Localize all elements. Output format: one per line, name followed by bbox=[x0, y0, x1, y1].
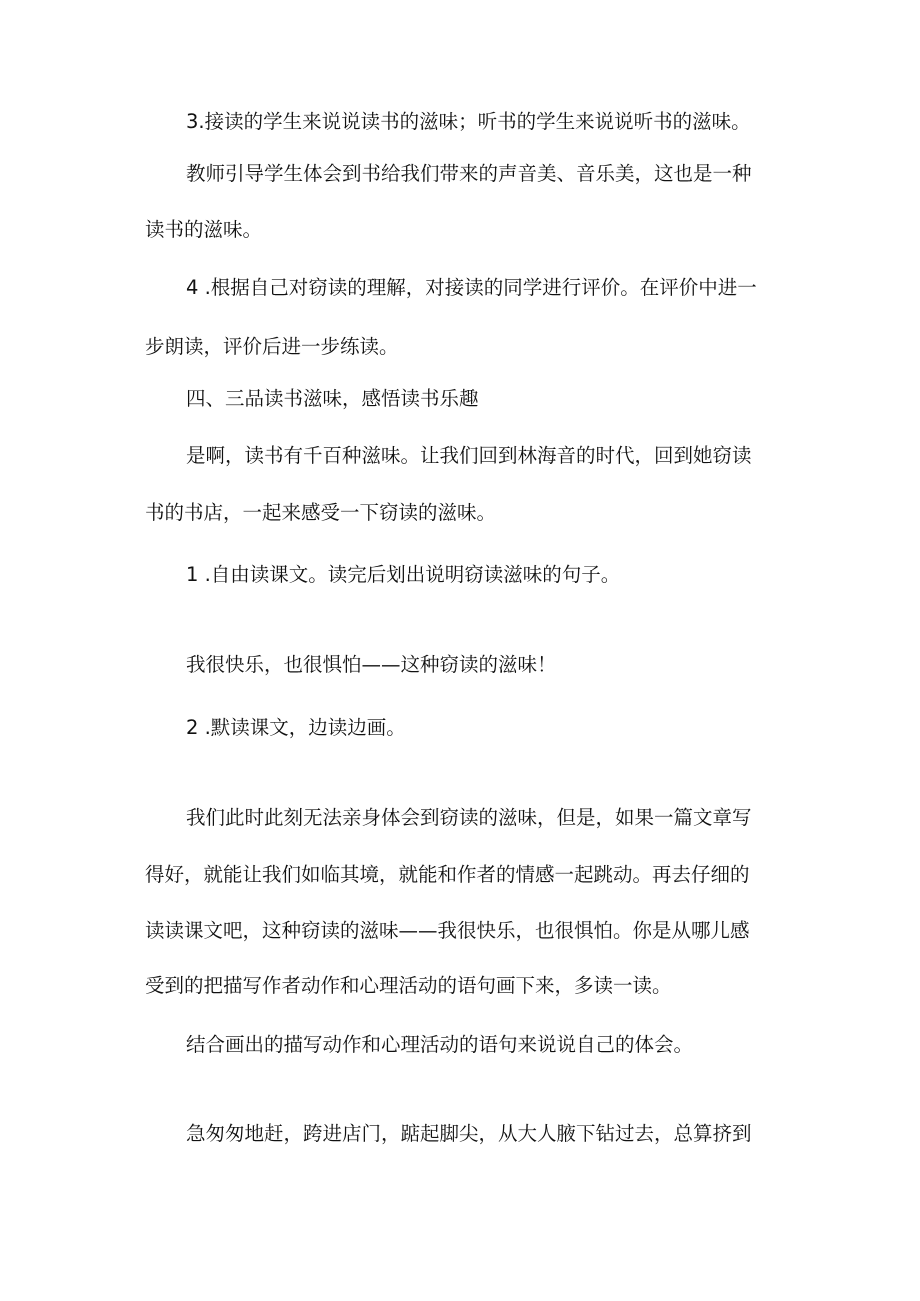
line-intro: 是啊，读书有千百种滋味。让我们回到林海音的时代，回到她窃读 bbox=[186, 444, 752, 467]
line-excerpt: 急匆匆地赶，跨进店门，踮起脚尖，从大人腋下钻过去，总算挤到 bbox=[186, 1122, 752, 1145]
line-paragraph-1: 我们此时此刻无法亲身体会到窃读的滋味，但是，如果一篇文章写 bbox=[186, 806, 752, 829]
line-paragraph-3: 读读课文吧，这种窃读的滋味——我很快乐，也很惧怕。你是从哪儿感 bbox=[145, 919, 750, 942]
line-paragraph-4: 受到的把描写作者动作和心理活动的语句画下来，多读一读。 bbox=[145, 974, 672, 997]
line-step-1: 1 .自由读课文。读完后划出说明窃读滋味的句子。 bbox=[186, 563, 621, 586]
line-step-4-cont: 步朗读，评价后进一步练读。 bbox=[145, 335, 399, 358]
line-combine: 结合画出的描写动作和心理活动的语句来说说自己的体会。 bbox=[186, 1033, 694, 1056]
line-step-4: 4 .根据自己对窃读的理解，对接读的同学进行评价。在评价中进一 bbox=[186, 276, 757, 299]
line-step-2: 2 .默读课文，边读边画。 bbox=[186, 716, 406, 739]
line-teacher-guide-cont: 读书的滋味。 bbox=[145, 218, 263, 241]
line-paragraph-2: 得好，就能让我们如临其境，就能和作者的情感一起跳动。再去仔细的 bbox=[145, 863, 750, 886]
line-teacher-guide: 教师引导学生体会到书给我们带来的声音美、音乐美，这也是一种 bbox=[186, 162, 752, 185]
line-step-3: 3.接读的学生来说说读书的滋味；听书的学生来说说听书的滋味。 bbox=[186, 110, 751, 133]
line-intro-cont: 书的书店，一起来感受一下窃读的滋味。 bbox=[145, 501, 497, 524]
section-heading: 四、三品读书滋味，感悟读书乐趣 bbox=[186, 387, 479, 410]
line-quote: 我很快乐，也很惧怕——这种窃读的滋味！ bbox=[186, 653, 557, 676]
